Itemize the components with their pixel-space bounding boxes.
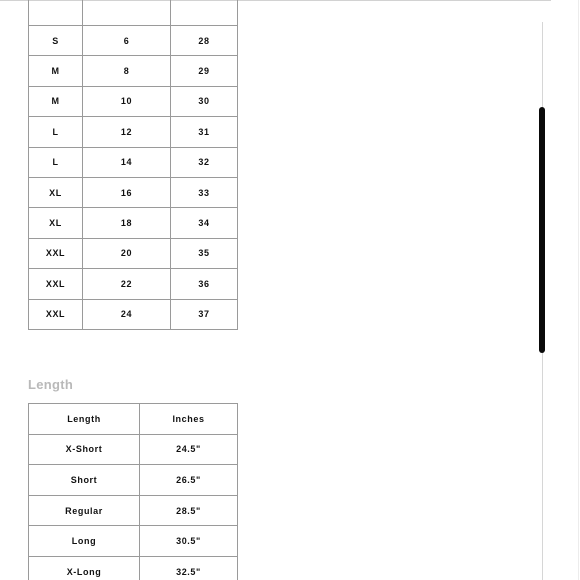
table-row [29, 269, 238, 299]
table-row [29, 56, 238, 86]
column-header-length: Length [29, 404, 140, 435]
table-cell: M [29, 86, 83, 116]
table-cell: 16 [83, 177, 171, 207]
table-row [29, 556, 238, 580]
table-cell: 28 [171, 26, 238, 56]
table-cell: M [29, 56, 83, 86]
table-row [29, 208, 238, 238]
table-cell: Short [29, 465, 140, 496]
table-row [29, 0, 238, 26]
table-row [29, 526, 238, 557]
right-edge-divider [578, 0, 579, 580]
table-cell: 6 [83, 26, 171, 56]
table-row [29, 465, 238, 496]
table-cell: 30 [171, 86, 238, 116]
table-row [29, 26, 238, 56]
table-row [29, 177, 238, 207]
table-cell: 24.5" [140, 434, 238, 465]
table-cell: 36 [171, 269, 238, 299]
table-cell: 8 [83, 56, 171, 86]
table-cell: XXL [29, 299, 83, 329]
table-cell: 28.5" [140, 495, 238, 526]
table-cell: 32 [171, 147, 238, 177]
scrollbar-thumb[interactable] [539, 107, 545, 353]
table-row [29, 86, 238, 116]
table-cell: L [29, 147, 83, 177]
table-cell: 10 [83, 86, 171, 116]
column-header-inches: Inches [140, 404, 238, 435]
table-row [29, 434, 238, 465]
table-header-row [29, 404, 238, 435]
table-cell: Regular [29, 495, 140, 526]
table-row [29, 238, 238, 268]
table-cell: 34 [171, 208, 238, 238]
table-cell: Long [29, 526, 140, 557]
table-cell: 32.5" [140, 556, 238, 580]
table-cell [171, 0, 238, 26]
table-cell: S [29, 26, 83, 56]
table-cell: XXL [29, 269, 83, 299]
table-cell [29, 0, 83, 26]
table-cell: 33 [171, 177, 238, 207]
table-cell: 14 [83, 147, 171, 177]
table-cell: 20 [83, 238, 171, 268]
table-cell: 30.5" [140, 526, 238, 557]
table-cell: XXL [29, 238, 83, 268]
table-cell: 37 [171, 299, 238, 329]
table-cell: 35 [171, 238, 238, 268]
table-cell: 31 [171, 117, 238, 147]
table-cell: X-Long [29, 556, 140, 580]
table-row [29, 117, 238, 147]
table-cell: XL [29, 208, 83, 238]
table-cell: X-Short [29, 434, 140, 465]
length-section-heading: Length [28, 377, 74, 392]
table-cell: L [29, 117, 83, 147]
table-cell: 24 [83, 299, 171, 329]
size-chart-table [28, 0, 238, 330]
table-cell: 12 [83, 117, 171, 147]
table-cell: XL [29, 177, 83, 207]
table-row [29, 147, 238, 177]
table-cell: 18 [83, 208, 171, 238]
length-chart-table [28, 403, 238, 580]
table-row [29, 495, 238, 526]
table-row [29, 299, 238, 329]
table-cell: 22 [83, 269, 171, 299]
table-cell [83, 0, 171, 26]
table-cell: 26.5" [140, 465, 238, 496]
table-cell: 29 [171, 56, 238, 86]
